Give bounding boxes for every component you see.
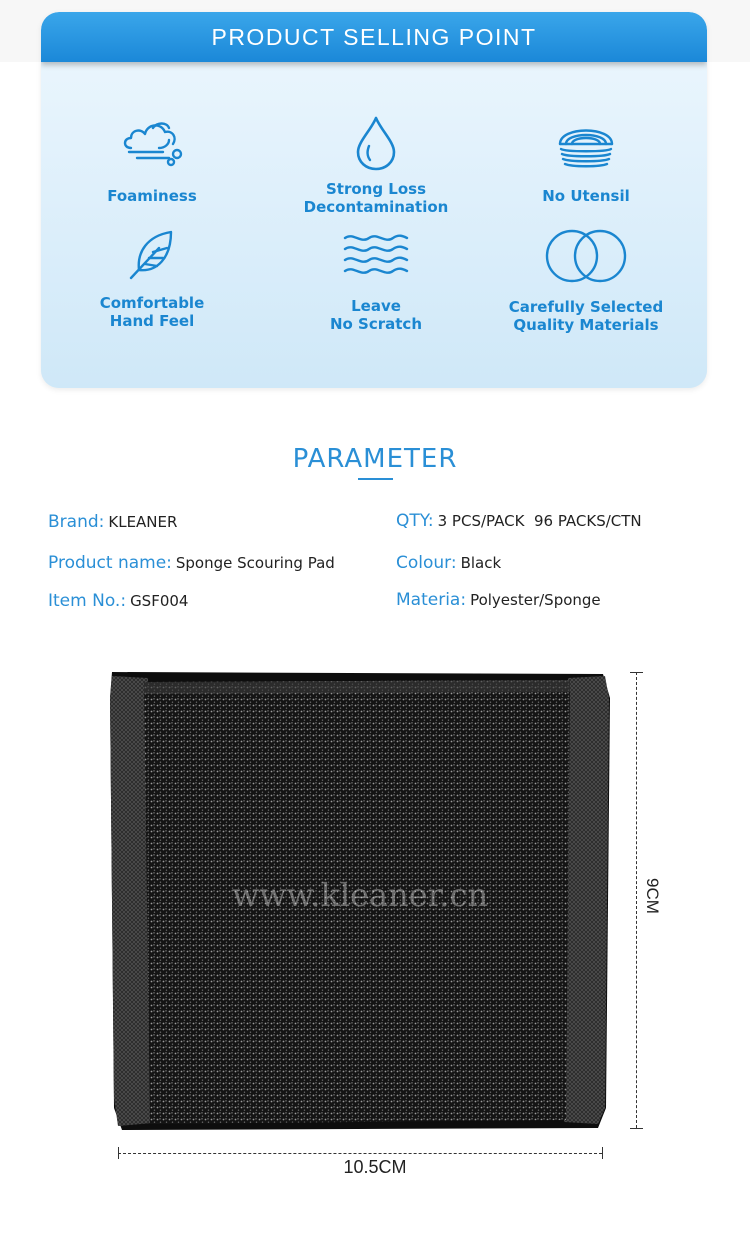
param-value: KLEANER: [108, 513, 178, 531]
feature-decontamination: [276, 114, 476, 216]
param-key: Materia:: [396, 590, 467, 610]
height-dimension-cap-bottom: [630, 1128, 643, 1129]
stacked-plates-icon: [556, 114, 616, 172]
feature-label-line1: Leave: [351, 297, 401, 315]
water-drop-icon: [351, 114, 401, 172]
param-value: Black: [460, 554, 502, 572]
feature-label-line1: Comfortable: [99, 294, 205, 312]
feature-label: No Utensil: [542, 187, 630, 205]
watermark-text: www.kleaner.cn: [231, 876, 489, 914]
feature-label-line2: No Scratch: [329, 315, 423, 333]
feature-label-line2: Hand Feel: [109, 312, 195, 330]
card-body: [41, 62, 707, 388]
feature-label: Foaminess: [107, 187, 197, 205]
feature-hand-feel: [52, 228, 252, 330]
feature-no-scratch: [276, 230, 476, 333]
foam-cloud-icon: [119, 114, 185, 170]
param-qty: [396, 511, 642, 531]
height-dimension-cap-top: [630, 672, 643, 673]
feature-label-line2: Quality Materials: [513, 316, 659, 334]
width-dimension-cap-left: [118, 1147, 119, 1159]
param-value: 3 PCS/PACK 96 PACKS/CTN: [437, 512, 642, 530]
param-brand: [48, 512, 177, 532]
width-dimension-line: [118, 1153, 602, 1154]
param-materia: [396, 590, 601, 610]
feature-label-line1: Strong Loss: [325, 180, 427, 198]
param-product-name: [48, 553, 335, 573]
feature-label-line2: Decontamination: [303, 198, 449, 216]
param-key: Brand:: [48, 512, 105, 532]
height-label: 9CM: [643, 878, 662, 914]
feature-foaminess: [52, 114, 252, 205]
leaf-icon: [127, 228, 177, 282]
height-dimension-line: [636, 672, 637, 1128]
feature-quality-materials: [486, 228, 686, 334]
feature-label-line1: Carefully Selected: [508, 298, 664, 316]
param-value: Sponge Scouring Pad: [175, 554, 335, 572]
selling-point-header: PRODUCT SELLING POINT: [41, 12, 707, 62]
parameter-underline: [358, 478, 393, 480]
parameter-title: PARAMETER: [292, 444, 458, 474]
waves-icon: [341, 230, 411, 280]
param-key: Product name:: [48, 553, 172, 573]
param-colour: [396, 553, 501, 573]
param-key: QTY:: [396, 511, 434, 531]
param-value: GSF004: [130, 592, 189, 610]
width-dimension-cap-right: [602, 1147, 603, 1159]
param-item-no: [48, 591, 188, 611]
overlapping-circles-icon: [544, 228, 628, 284]
param-key: Item No.:: [48, 591, 127, 611]
feature-no-utensil: [486, 114, 686, 205]
width-label: 10.5CM: [343, 1157, 407, 1177]
param-value: Polyester/Sponge: [470, 591, 601, 609]
param-key: Colour:: [396, 553, 457, 573]
